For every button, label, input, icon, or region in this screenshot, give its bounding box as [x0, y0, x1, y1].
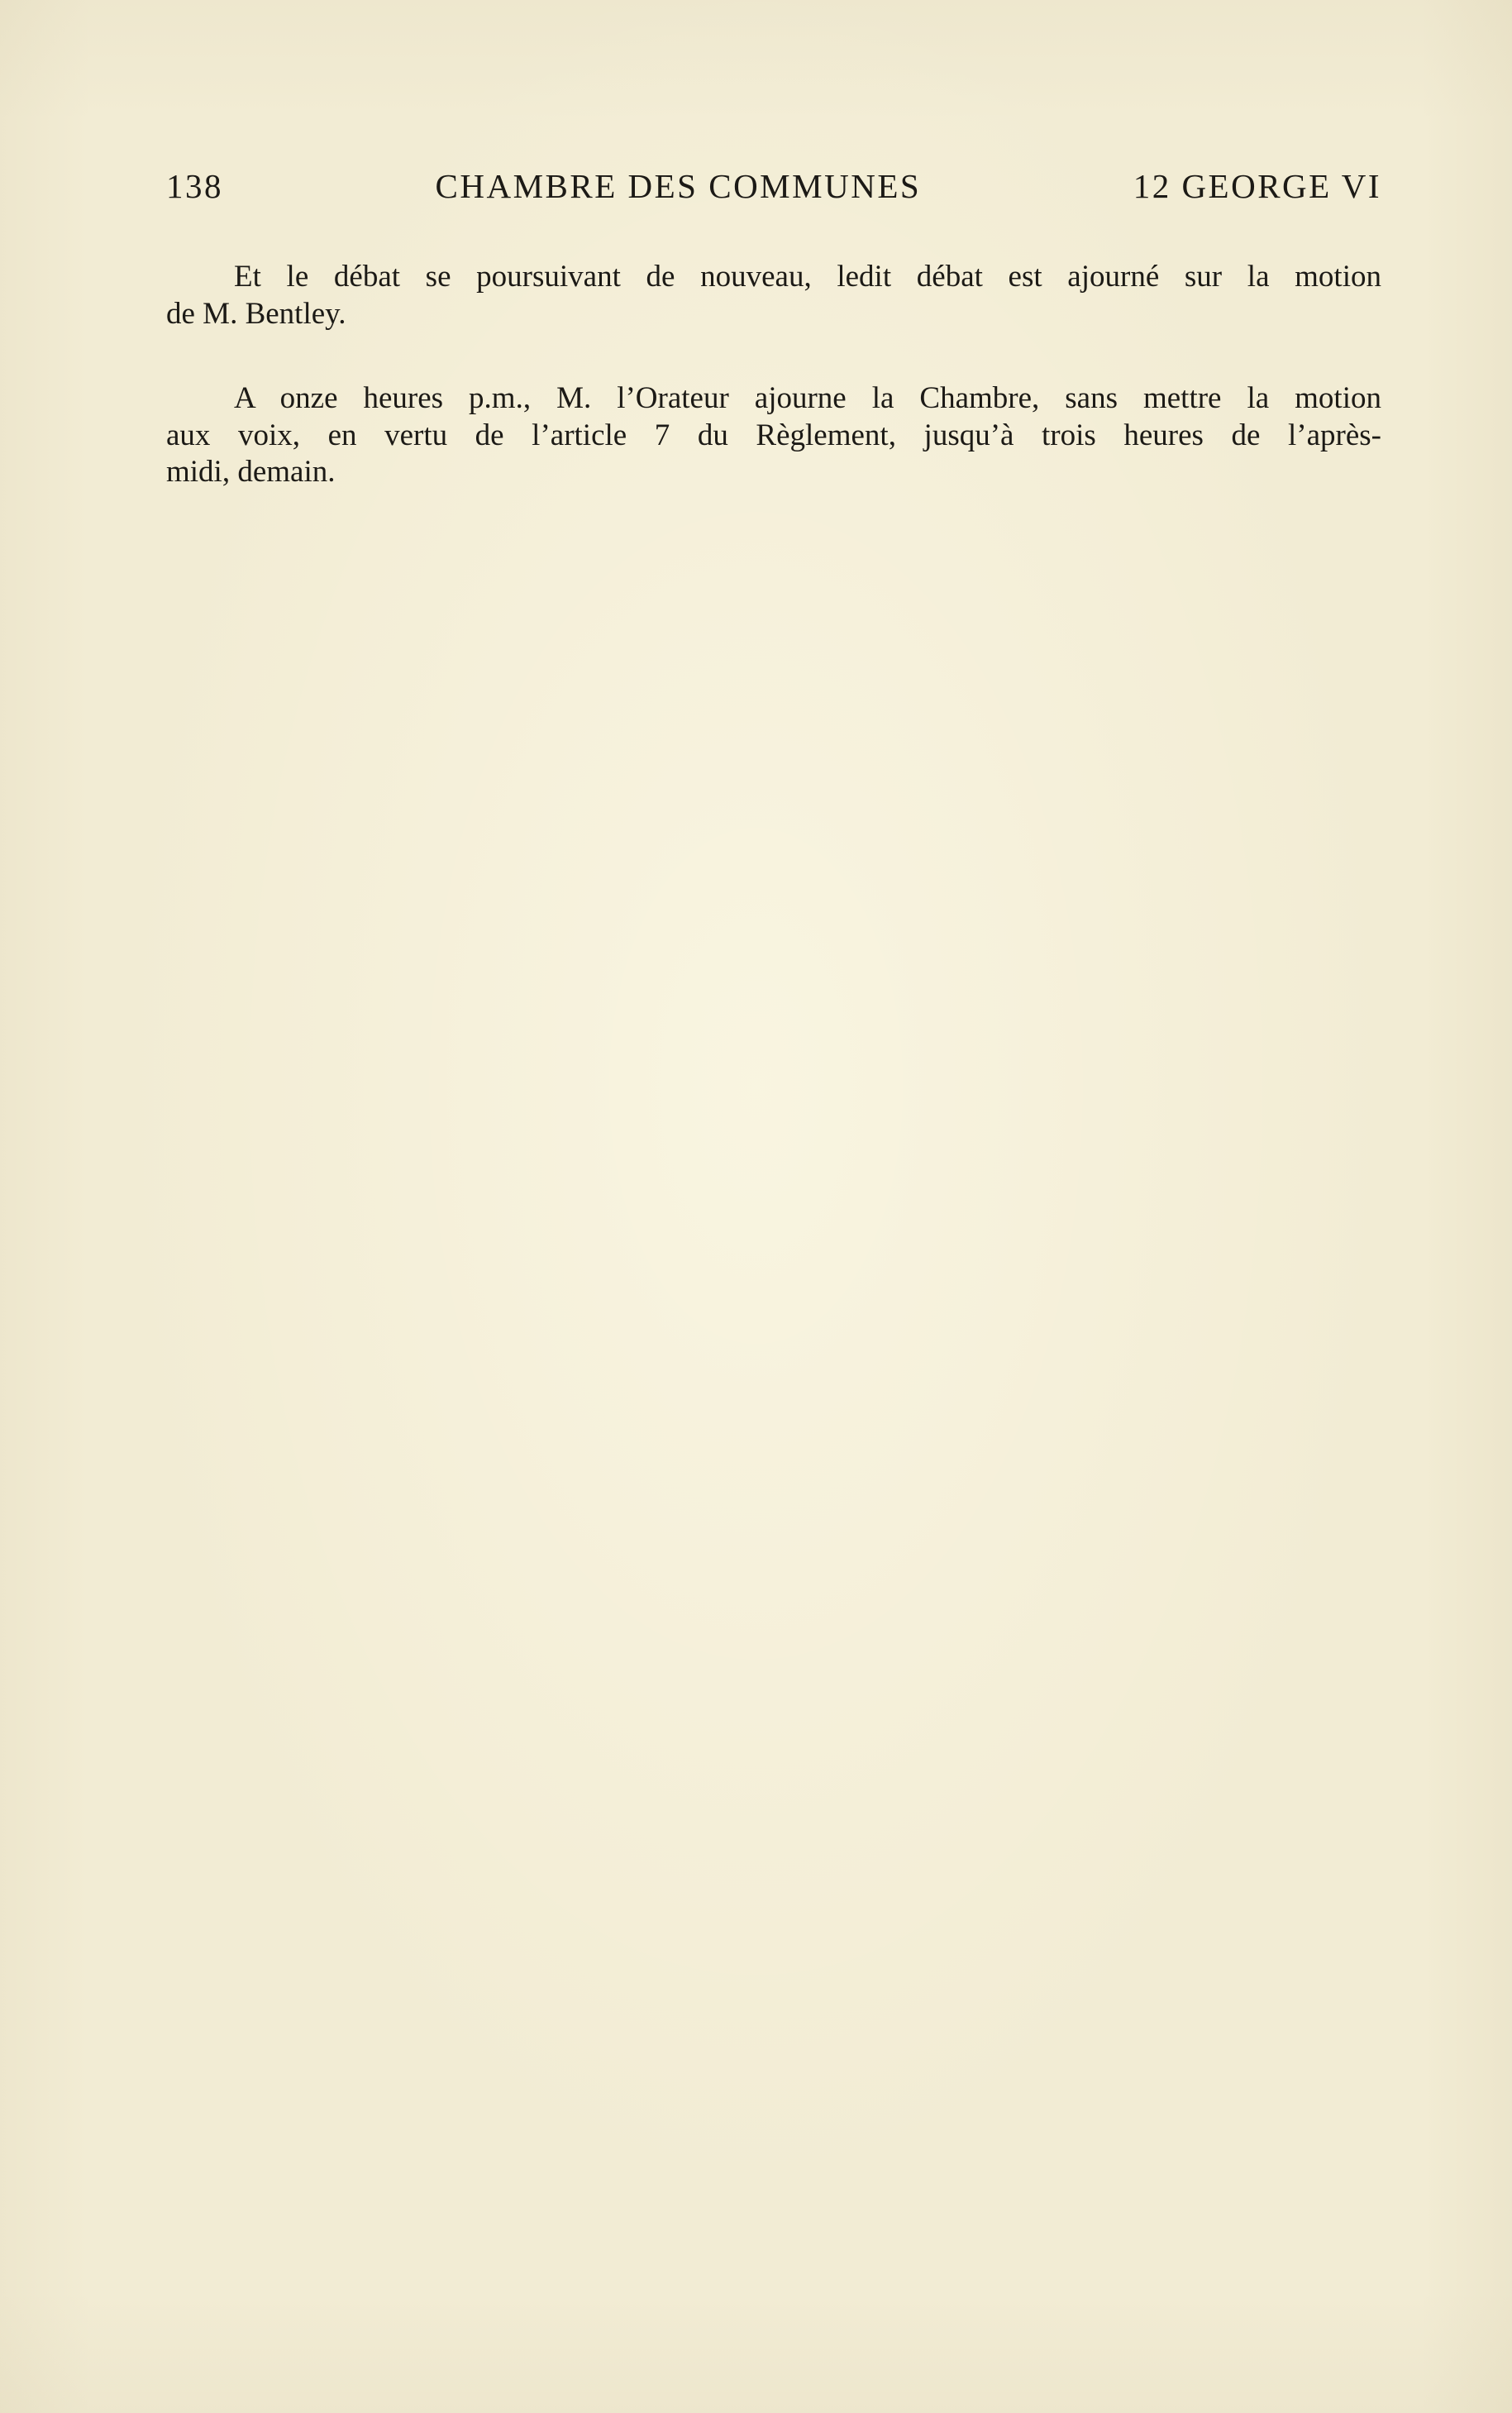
- page-number: 138: [166, 167, 223, 205]
- regnal-year: 12 GEORGE VI: [1133, 167, 1381, 205]
- paragraph-line: aux voix, en vertu de l’article 7 du Règlement, jusqu’à trois heures de l’après-: [166, 418, 1381, 452]
- paragraph-line: Et le débat se poursuivant de nouveau, ledit débat est ajourné sur la motion: [234, 260, 1381, 294]
- paragraph-line: A onze heures p.m., M. l’Orateur ajourne la Chambre, sans mettre la motion: [234, 381, 1381, 415]
- paragraph-line: midi, demain.: [166, 455, 336, 489]
- paragraph-line: de M. Bentley.: [166, 296, 346, 331]
- paragraph-house-adjourned: [166, 380, 1381, 491]
- running-title: CHAMBRE DES COMMUNES: [435, 167, 922, 205]
- running-head: [166, 164, 1381, 208]
- paragraph-debate-adjourned: [166, 259, 1381, 332]
